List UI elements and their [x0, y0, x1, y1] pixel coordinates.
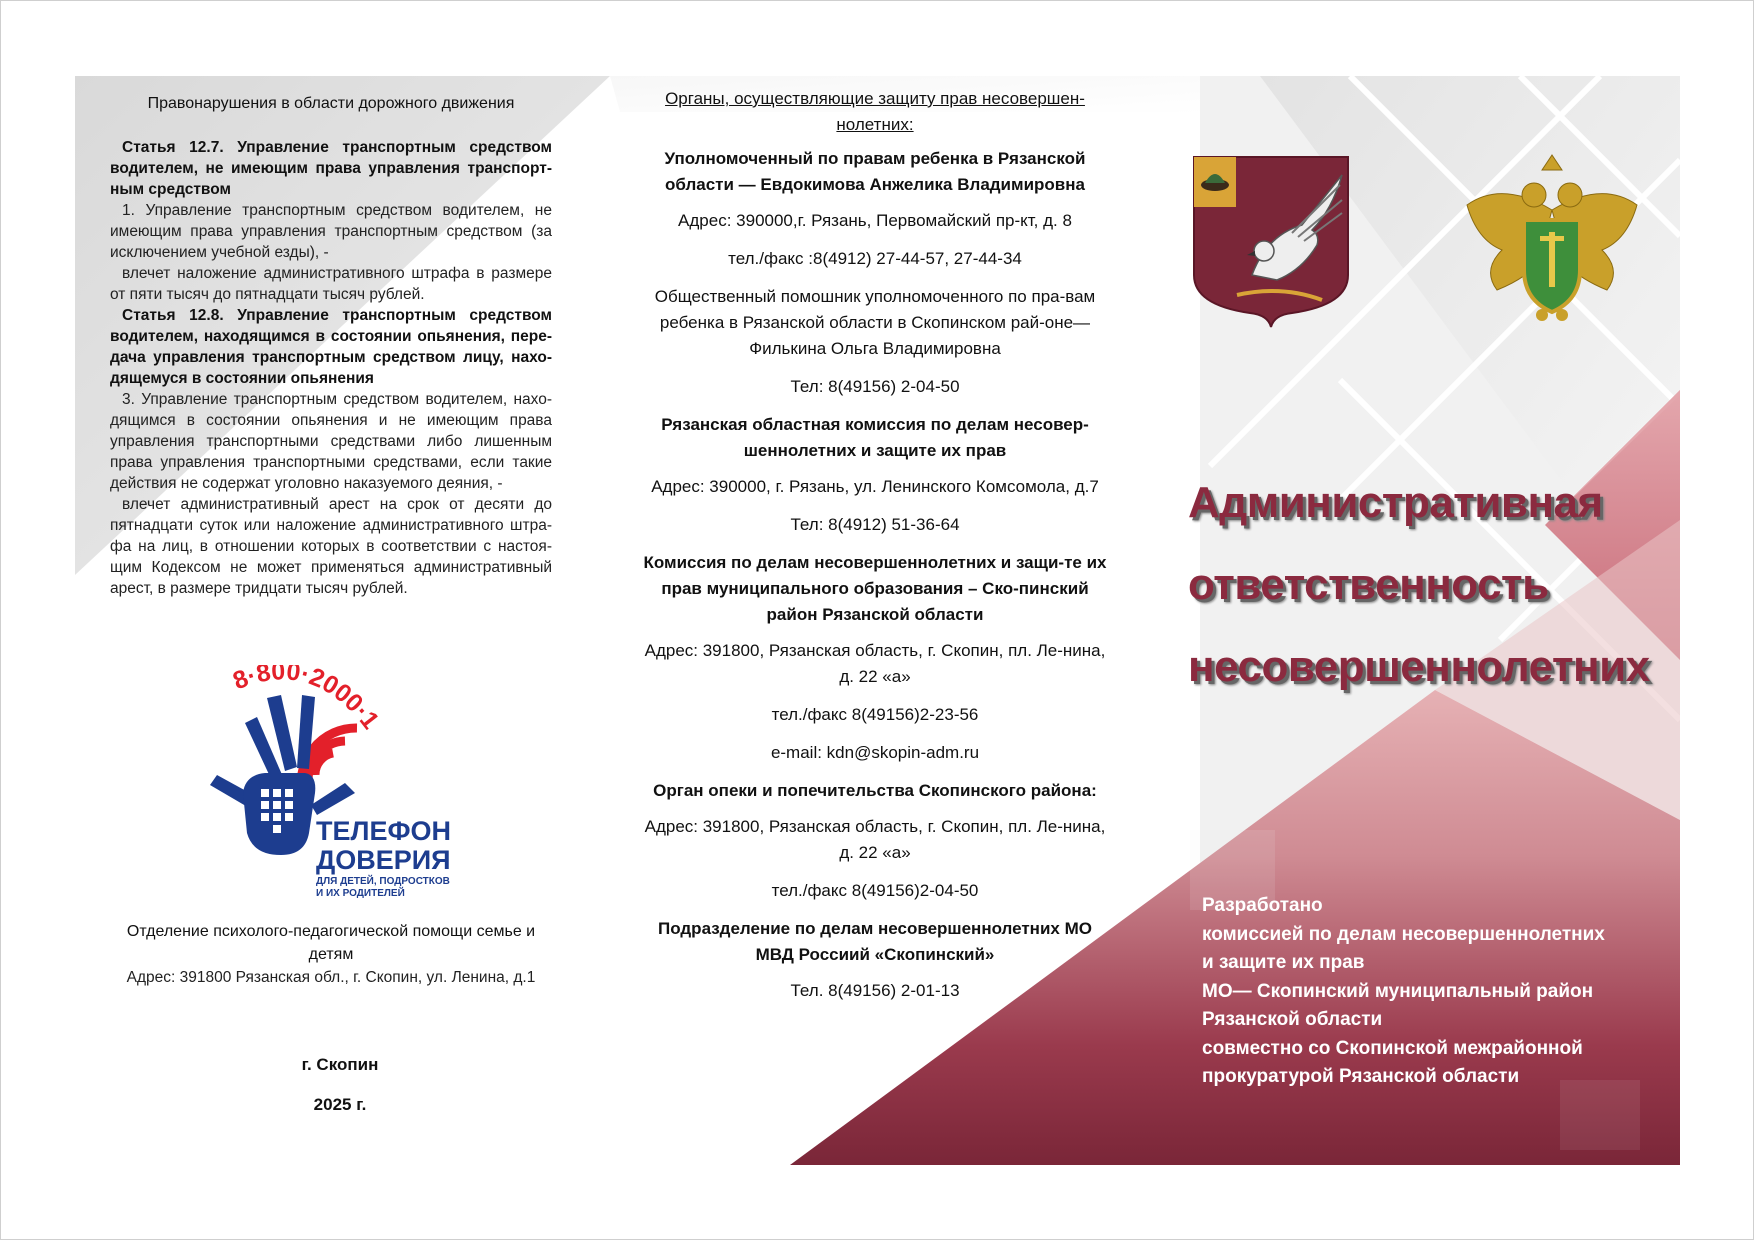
contact-line: Адрес: 390000,г. Рязань, Первомайский пр-кт, д. 8	[678, 211, 1072, 230]
org-name: Комиссия по делам несовершеннолетних и защи-те их прав муниципального образования – Ско-пинский район Рязанской области	[643, 553, 1107, 624]
contact-line: Общественный помошник уполномоченного по пра-вам ребенка в Рязанской области в Скопинском рай-оне— Филькина Ольга Владимировна	[654, 287, 1096, 358]
org-name: Подразделение по делам несовершеннолетних МО МВД Россиий «Скопинский»	[658, 919, 1092, 964]
article-paragraph: 3. Управление транспортным средством водителем, нахо-дящимся в состоянии опьянения и не имеющим права управления транспортными средствами либо лишенным права управления транспортными средствами, если такие действия не содержат уголовно наказуемого деяния, -	[110, 391, 552, 492]
contact-line: Адрес: 391800, Рязанская область, г. Скопин, пл. Ле-нина, д. 22 «а»	[644, 641, 1106, 686]
contact-line: Адрес: 390000, г. Рязань, ул. Ленинского Комсомола, д.7	[651, 477, 1099, 496]
scopin-coat-of-arms-icon	[1192, 155, 1350, 330]
main-title-line: Административная	[1188, 478, 1603, 527]
article-paragraph: влечет административный арест на срок от десяти до пятнадцати суток или наложение административного штра-фа на лиц, в отношении которых в соответствии с настоя-щим Кодексом не может применяться административный арест, в размере тридцати тысяч рублей.	[110, 496, 552, 597]
org-name: Рязанская областная комиссия по делам несовер-шеннолетних и защите их прав	[661, 415, 1089, 460]
article-paragraph: 1. Управление транспортным средством водителем, не имеющим права управления транспортным средством (за исключением учебной езды), -	[110, 202, 552, 261]
credit-line: и защите их прав	[1202, 952, 1365, 973]
credit-line: совместно со Скопинской межрайонной	[1202, 1037, 1583, 1059]
article-title: Статья 12.7. Управление транспортным средством водителем, не имеющим права управления транспорт-ным средством	[110, 139, 552, 198]
article-paragraph: влечет наложение административного штрафа в размере от пяти тысяч до пятнадцати тысяч рублей.	[110, 265, 552, 303]
contact-line: Адрес: 391800, Рязанская область, г. Скопин, пл. Ле-нина, д. 22 «а»	[644, 817, 1106, 862]
credit-line: прокуратурой Рязанской области	[1202, 1066, 1520, 1087]
contact-line: тел./факс :8(4912) 27-44-57, 27-44-34	[728, 249, 1022, 268]
hotline-subtitle: ДЛЯ ДЕТЕЙ, ПОДРОСТКОВ И ИХ РОДИТЕЛЕЙ	[316, 876, 450, 899]
contact-line: тел./факс 8(49156)2-04-50	[771, 881, 979, 900]
org-name: Уполномоченный по правам ребенка в Рязанской области — Евдокимова Анжелика Владимировна	[664, 149, 1086, 194]
city: г. Скопин	[301, 1055, 379, 1074]
department-title: Отделение психолого-педагогической помощи семье и детям	[126, 923, 536, 963]
credit-line: МО— Скопинский муниципальный район	[1202, 980, 1594, 1002]
credit-block	[1202, 892, 1642, 1092]
department-block	[110, 920, 552, 989]
org-name: Орган опеки и попечительства Скопинского района:	[653, 781, 1097, 800]
year: 2025 г.	[313, 1095, 367, 1114]
hotline-logo	[205, 665, 475, 910]
credit-line: Рязанской области	[1202, 1009, 1383, 1030]
contact-line: тел./факс 8(49156)2-23-56	[771, 705, 979, 724]
contact-line: Тел: 8(49156) 2-04-50	[790, 377, 960, 396]
hotline-number: 8·800·2000·1	[229, 665, 385, 735]
main-title-line: ответственность	[1188, 560, 1549, 609]
section-title: Правонарушения в области дорожного движения	[147, 95, 515, 112]
department-address: Адрес: 391800 Рязанская обл., г. Скопин, ул. Ленина, д.1	[126, 969, 536, 986]
contact-line: Тел: 8(4912) 51-36-64	[790, 515, 960, 534]
prosecutor-eagle-emblem-icon	[1462, 150, 1642, 330]
article-title: Статья 12.8. Управление транспортным средством водителем, находящимся в состоянии опьянения, пере-дача управления транспортным средством лицу, нахо-дящемуся в состоянии опьянения	[110, 307, 552, 387]
left-panel	[110, 92, 552, 599]
main-title-line: несовершеннолетних	[1188, 642, 1650, 691]
credit-line: Разработано	[1202, 895, 1323, 916]
hotline-title: ТЕЛЕФОН ДОВЕРИЯ	[316, 816, 451, 875]
credit-line: комиссией по делам несовершеннолетних	[1202, 923, 1605, 945]
contact-line: Тел. 8(49156) 2-01-13	[790, 981, 960, 1000]
contact-email[interactable]: e-mail: kdn@skopin-adm.ru	[770, 743, 980, 762]
contacts-panel	[640, 86, 1110, 1016]
contacts-heading: Органы, осуществляющие защиту прав несовершен-нолетних:	[665, 89, 1085, 134]
